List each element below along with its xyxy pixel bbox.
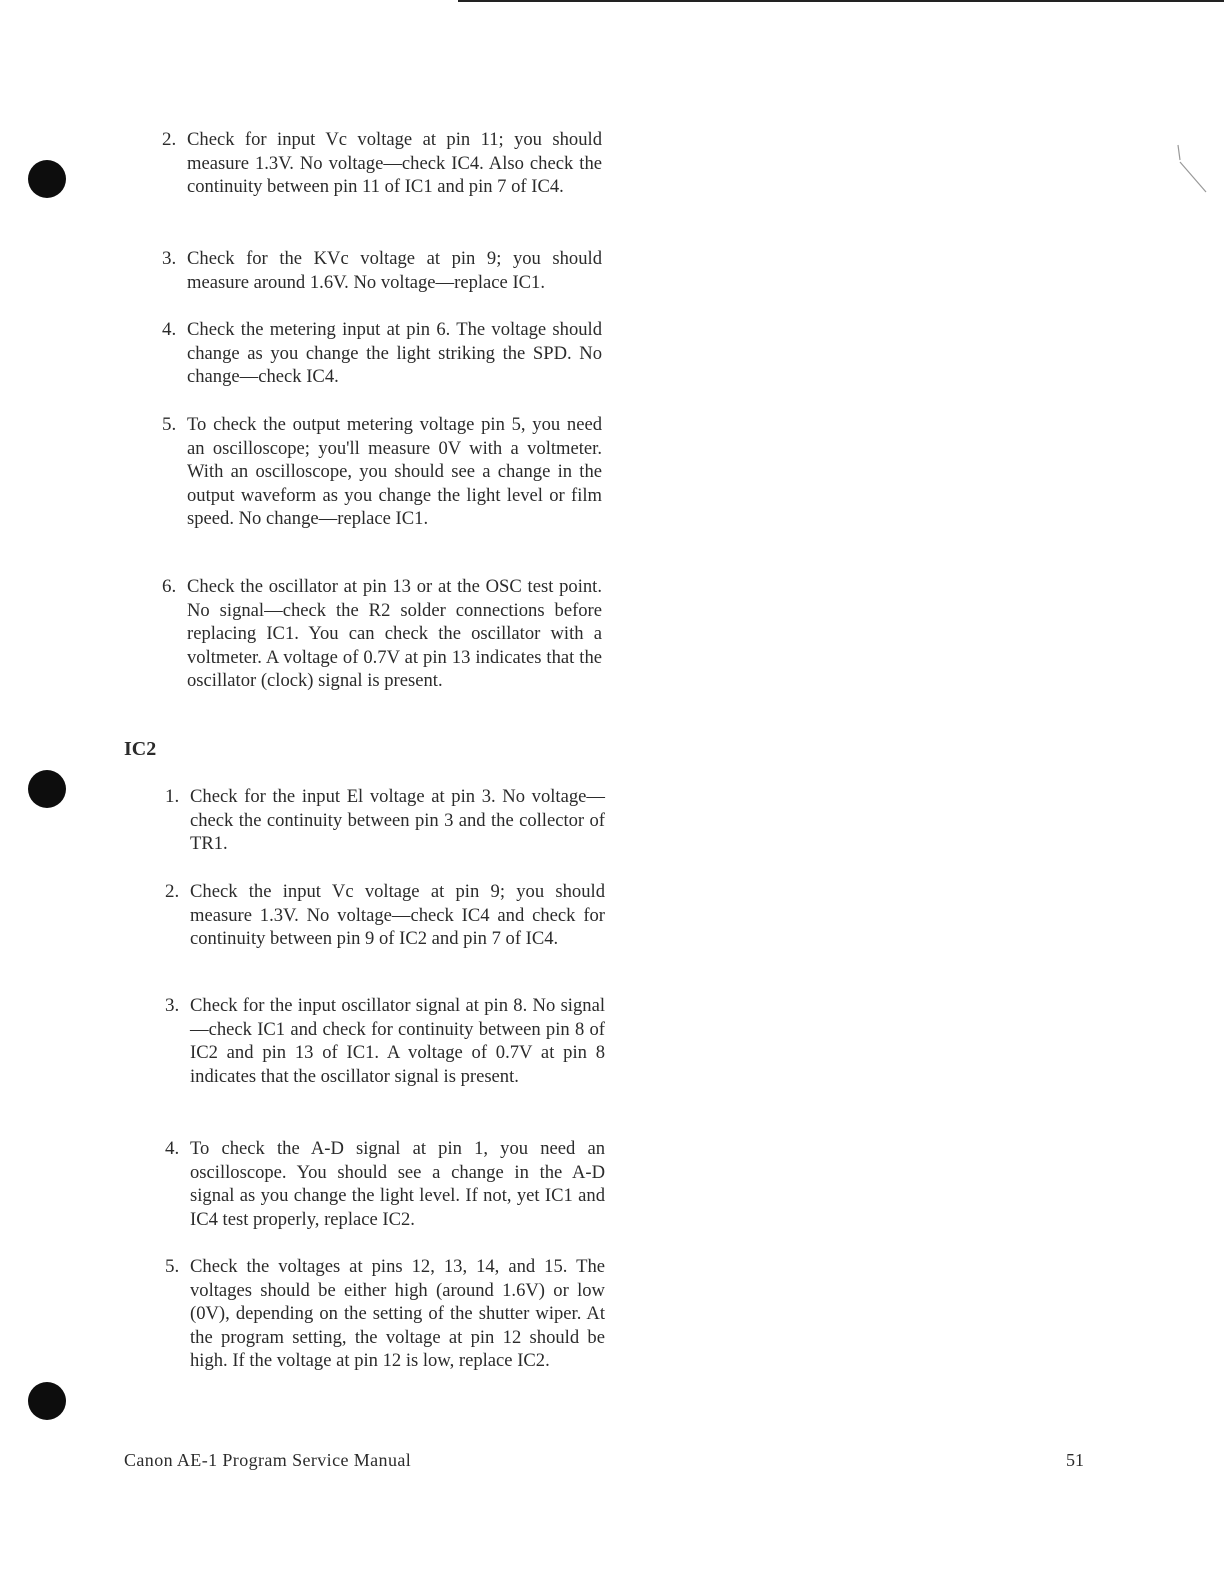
item-number: 3. [162, 248, 177, 269]
item-text: Check the voltages at pins 12, 13, 14, and 15. The voltages should be either high (around 1.6V) or low (0V), depending on the setting of the shutter wiper. At the program setting, the voltage at pin 12 should be high. If the voltage at pin 12 is low, replace IC2. [190, 1256, 605, 1372]
list-item [165, 1255, 605, 1373]
list-item [165, 1137, 605, 1231]
item-text: Check for the KVc voltage at pin 9; you should measure around 1.6V. No voltage—replace IC1. [187, 248, 602, 293]
list-item [165, 994, 605, 1088]
item-number: 5. [165, 1256, 180, 1277]
list-item [162, 128, 602, 199]
list-item [162, 575, 602, 693]
list-item [162, 413, 602, 531]
item-number: 4. [165, 1138, 180, 1159]
top-edge-rule [458, 0, 1224, 2]
section-heading: IC2 [124, 738, 157, 760]
item-text: Check for input Vc voltage at pin 11; you should measure 1.3V. No voltage—check IC4. Also check the continuity between pin 11 of IC1 and pin 7 of IC4. [187, 129, 602, 198]
list-item [162, 318, 602, 389]
item-text: Check for the input El voltage at pin 3. No voltage—check the continuity between pin 3 and the collector of TR1. [190, 786, 605, 855]
item-number: 1. [165, 786, 180, 807]
item-number: 4. [162, 319, 177, 340]
item-number: 2. [165, 881, 180, 902]
item-text: Check for the input oscillator signal at pin 8. No signal—check IC1 and check for continuity between pin 8 of IC2 and pin 13 of IC1. A voltage of 0.7V at pin 8 indicates that the oscillator signal is present. [190, 995, 605, 1087]
punch-hole-middle [28, 770, 66, 808]
item-text: Check the metering input at pin 6. The voltage should change as you change the light striking the SPD. No change—check IC4. [187, 319, 602, 388]
item-number: 3. [165, 995, 180, 1016]
punch-hole-top [28, 160, 66, 198]
item-number: 6. [162, 576, 177, 597]
item-text: Check the oscillator at pin 13 or at the OSC test point. No signal—check the R2 solder connections before replacing IC1. You can check the oscillator with a voltmeter. A voltage of 0.7V at pin 13 indicates that the oscillator (clock) signal is present. [187, 576, 602, 692]
footer-title: Canon AE-1 Program Service Manual [124, 1450, 412, 1470]
list-item [162, 247, 602, 294]
item-number: 5. [162, 414, 177, 435]
item-number: 2. [162, 129, 177, 150]
item-text: To check the output metering voltage pin 5, you need an oscilloscope; you'll measure 0V with a voltmeter. With an oscilloscope, you should see a change in the output waveform as you change the light level or film speed. No change—replace IC1. [187, 414, 602, 530]
page-number: 51 [1066, 1450, 1084, 1470]
punch-hole-bottom [28, 1382, 66, 1420]
item-text: To check the A-D signal at pin 1, you need an oscilloscope. You should see a change in the A-D signal as you change the light level. If not, yet IC1 and IC4 test properly, replace IC2. [190, 1138, 605, 1230]
list-item [165, 880, 605, 951]
pencil-mark-icon [1158, 140, 1218, 210]
list-item [165, 785, 605, 856]
item-text: Check the input Vc voltage at pin 9; you should measure 1.3V. No voltage—check IC4 and check for continuity between pin 9 of IC2 and pin 7 of IC4. [190, 881, 605, 950]
